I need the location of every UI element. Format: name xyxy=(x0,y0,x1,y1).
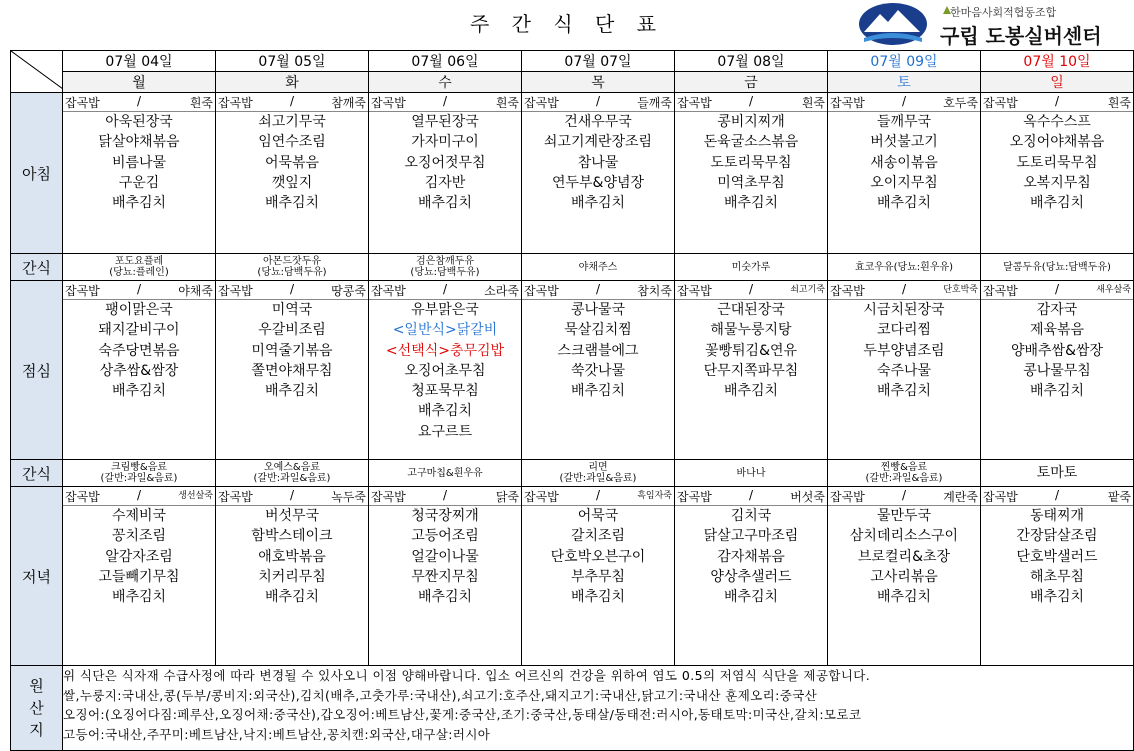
separator: / xyxy=(901,282,907,296)
menu-item: 꽁치조림 xyxy=(111,528,167,545)
separator: / xyxy=(136,282,142,296)
rice-label: 잡곡밥 xyxy=(983,96,1018,110)
menu-item: 도토리묵무침 xyxy=(710,154,792,171)
lunch-cell xyxy=(675,281,828,460)
rice-label: 잡곡밥 xyxy=(65,96,100,110)
snack-line: 아몬드잣두유 xyxy=(263,256,321,267)
porridge-label: 닭죽 xyxy=(495,490,519,504)
rice-porridge-header xyxy=(675,281,827,300)
separator: / xyxy=(748,94,754,108)
menu-item: 쇠고기계란장조림 xyxy=(543,134,653,151)
snack-line: 미숫가루 xyxy=(731,261,771,273)
porridge-label: 소라죽 xyxy=(484,284,519,298)
lunch-cell xyxy=(522,281,675,460)
menu-item: 단호박샐러드 xyxy=(1016,548,1098,565)
breakfast-cell xyxy=(522,93,675,254)
menu-item: 옥수수스프 xyxy=(1023,114,1091,130)
separator: / xyxy=(1054,282,1060,296)
dinner-cell xyxy=(675,487,828,666)
menu-item: <선택식>충무김밥 xyxy=(385,342,505,359)
menu-item: 배추김치 xyxy=(570,383,626,400)
menu-item: 근대된장국 xyxy=(717,302,785,318)
rice-label: 잡곡밥 xyxy=(677,96,712,110)
rice-porridge-header xyxy=(216,487,368,506)
separator: / xyxy=(136,94,142,108)
menu-item: 새송이볶음 xyxy=(870,154,938,171)
date-5: 07월 09일 xyxy=(828,51,981,72)
menu-item: 부추무침 xyxy=(570,568,626,585)
rice-label: 잡곡밥 xyxy=(524,490,559,504)
origin-label-char: 원 xyxy=(29,677,44,695)
snack-line: 오예스&음료 xyxy=(263,462,321,473)
menu-item: 콩나물국 xyxy=(570,302,626,318)
menu-item: 배추김치 xyxy=(111,195,167,212)
dinner-cell xyxy=(828,487,981,666)
snack-line: 리면 xyxy=(588,462,608,473)
porridge-label: 팥죽 xyxy=(1107,490,1131,504)
separator: / xyxy=(1054,94,1060,108)
menu-item: 배추김치 xyxy=(1029,589,1085,606)
menu-item: 제육볶음 xyxy=(1029,322,1085,339)
menu-item: 임연수조림 xyxy=(258,134,326,151)
lunch-cell xyxy=(63,281,216,460)
logo-title: 구립 도봉실버센터 xyxy=(940,24,1102,48)
porridge-label: 땅콩죽 xyxy=(331,284,366,298)
menu-item: 미역초무침 xyxy=(717,174,785,191)
rice-label: 잡곡밥 xyxy=(65,490,100,504)
menu-item: 배추김치 xyxy=(1029,195,1085,212)
menu-item: 어묵국 xyxy=(577,508,619,524)
menu-item: 단무지쪽파무침 xyxy=(703,362,799,379)
snack1-cell xyxy=(828,254,981,281)
menu-item: 닭살야채볶음 xyxy=(98,134,180,151)
rice-label: 잡곡밥 xyxy=(371,490,406,504)
breakfast-cell xyxy=(675,93,828,254)
rice-label: 잡곡밥 xyxy=(983,284,1018,298)
rice-label: 잡곡밥 xyxy=(983,490,1018,504)
menu-item: 우갈비조림 xyxy=(258,322,326,339)
dinner-cell xyxy=(981,487,1134,666)
breakfast-cell xyxy=(369,93,522,254)
weekday-4: 금 xyxy=(675,72,828,93)
logo xyxy=(858,2,1128,46)
rice-label: 잡곡밥 xyxy=(218,284,253,298)
rice-porridge-header xyxy=(522,93,674,112)
rice-porridge-header xyxy=(369,487,521,506)
menu-item: 간장닭살조림 xyxy=(1016,528,1098,545)
menu-item: 건새우무국 xyxy=(564,114,632,130)
menu-item: 들깨무국 xyxy=(876,114,932,130)
rice-porridge-header xyxy=(522,487,674,506)
menu-item: <일반식>닭갈비 xyxy=(392,322,498,339)
rice-label: 잡곡밥 xyxy=(524,96,559,110)
snack-line: 달콤두유(당뇨:담백두유) xyxy=(1003,261,1111,273)
origin-label-char: 지 xyxy=(29,721,44,739)
rice-porridge-header xyxy=(63,487,215,506)
corner-cell xyxy=(11,51,63,93)
lunch-cell xyxy=(981,281,1134,460)
menu-item: 배추김치 xyxy=(570,195,626,212)
snack-line: 토마토 xyxy=(1036,464,1078,481)
origin-line: 쌀,누룽지:국내산,콩(두부/콩비지:외국산),김치(배추,고춧가루:국내산),쇠고기:호주산,돼지고기:국내산,닭고기:국내산 훈제오리:중국산 xyxy=(63,687,818,703)
snack-line: (당뇨:담백두유) xyxy=(410,267,480,278)
rice-label: 잡곡밥 xyxy=(830,284,865,298)
origin-label xyxy=(11,666,63,751)
menu-item: 깻잎지 xyxy=(271,174,313,191)
rice-label: 잡곡밥 xyxy=(218,96,253,110)
rice-label: 잡곡밥 xyxy=(677,490,712,504)
weekly-menu-table xyxy=(10,50,1134,751)
menu-item: 배추김치 xyxy=(264,589,320,606)
lunch-cell xyxy=(216,281,369,460)
porridge-label: 호두죽 xyxy=(943,96,978,110)
menu-item: 구운김 xyxy=(118,174,160,191)
menu-item: 삼치데리소스구이 xyxy=(849,528,959,545)
separator: / xyxy=(748,282,754,296)
menu-item: 미역줄기볶음 xyxy=(251,342,333,359)
menu-item: 콩나물무침 xyxy=(1023,362,1091,379)
menu-item: 단호박오븐구이 xyxy=(550,548,646,565)
separator: / xyxy=(595,488,601,502)
separator: / xyxy=(1054,488,1060,502)
menu-item: 고등어조림 xyxy=(411,528,479,545)
porridge-label: 녹두죽 xyxy=(331,490,366,504)
menu-item: 닭살고구마조림 xyxy=(703,528,799,545)
menu-item: 물만두국 xyxy=(876,508,932,524)
menu-item: 청국장찌개 xyxy=(411,508,479,524)
menu-item: 꽃빵튀김&연유 xyxy=(704,342,798,359)
lunch-label: 점심 xyxy=(11,281,63,460)
snack-line: (갈반:과일&음료) xyxy=(559,473,637,484)
rice-label: 잡곡밥 xyxy=(371,96,406,110)
menu-item: 수제비국 xyxy=(111,508,167,524)
origin-line: 위 식단은 식자재 수급사정에 따라 변경될 수 있사오니 이점 양해바랍니다. 입소 어르신의 건강을 위하여 염도 0.5의 저염식 식단을 제공합니다. xyxy=(63,668,871,683)
rice-porridge-header xyxy=(369,281,521,300)
dinner-cell xyxy=(216,487,369,666)
menu-item: 김자반 xyxy=(424,174,466,191)
menu-item: 오징어초무침 xyxy=(404,362,486,379)
porridge-label: 들깨죽 xyxy=(637,96,672,110)
rice-label: 잡곡밥 xyxy=(830,490,865,504)
breakfast-cell xyxy=(216,93,369,254)
snack2-cell xyxy=(675,460,828,487)
lunch-cell xyxy=(369,281,522,460)
menu-item: 애호박볶음 xyxy=(258,548,326,565)
date-1: 07월 05일 xyxy=(216,51,369,72)
menu-item: 배추김치 xyxy=(876,195,932,212)
porridge-label: 참치죽 xyxy=(637,284,672,298)
snack2-cell xyxy=(216,460,369,487)
menu-item: 버섯무국 xyxy=(264,508,320,524)
origin-label-char: 산 xyxy=(29,699,44,717)
menu-item: 알감자조림 xyxy=(105,548,173,565)
dinner-label: 저녁 xyxy=(11,487,63,666)
breakfast-cell xyxy=(828,93,981,254)
menu-item: 비름나물 xyxy=(111,154,167,171)
menu-item: 쫄면야채무침 xyxy=(251,362,333,379)
snack1-cell xyxy=(675,254,828,281)
menu-item: 고들빼기무침 xyxy=(98,568,180,585)
separator: / xyxy=(136,488,142,502)
date-3: 07월 07일 xyxy=(522,51,675,72)
snack1-cell xyxy=(369,254,522,281)
origin-notice xyxy=(63,666,1134,751)
porridge-label: 흰죽 xyxy=(189,96,213,110)
breakfast-cell xyxy=(981,93,1134,254)
rice-porridge-header xyxy=(63,93,215,112)
separator: / xyxy=(442,282,448,296)
dinner-cell xyxy=(369,487,522,666)
rice-porridge-header xyxy=(63,281,215,300)
rice-label: 잡곡밥 xyxy=(677,284,712,298)
menu-item: 해초무침 xyxy=(1029,568,1085,585)
menu-item: 배추김치 xyxy=(417,589,473,606)
snack-line: (당뇨:플레인) xyxy=(109,267,169,278)
menu-item: 스크램블에그 xyxy=(557,342,639,359)
menu-item: 숙주당면볶음 xyxy=(98,342,180,359)
snack1-cell xyxy=(522,254,675,281)
snack1-cell xyxy=(63,254,216,281)
menu-item: 도토리묵무침 xyxy=(1016,154,1098,171)
dinner-cell xyxy=(522,487,675,666)
snack-line: 야채주스 xyxy=(578,261,618,273)
date-4: 07월 08일 xyxy=(675,51,828,72)
menu-item: 유부맑은국 xyxy=(411,302,479,318)
menu-item: 쑥갓나물 xyxy=(570,362,626,379)
porridge-label: 참깨죽 xyxy=(331,96,366,110)
porridge-label: 생선살죽 xyxy=(178,491,213,501)
rice-porridge-header xyxy=(675,93,827,112)
date-6: 07월 10일 xyxy=(981,51,1134,72)
weekday-3: 목 xyxy=(522,72,675,93)
menu-item: 배추김치 xyxy=(723,383,779,400)
menu-item: 가자미구이 xyxy=(411,134,479,151)
menu-item: 돈육굴소스볶음 xyxy=(703,134,799,151)
rice-porridge-header xyxy=(675,487,827,506)
rice-label: 잡곡밥 xyxy=(371,284,406,298)
snack2-cell xyxy=(981,460,1134,487)
date-0: 07월 04일 xyxy=(63,51,216,72)
snack-line: (갈반:과일&음료) xyxy=(100,473,178,484)
menu-item: 양배추쌈&쌈장 xyxy=(1010,342,1104,359)
snack-line: 포도요플레 xyxy=(114,256,164,267)
snack1-cell xyxy=(981,254,1134,281)
menu-item: 상추쌈&쌈장 xyxy=(99,362,179,379)
rice-label: 잡곡밥 xyxy=(524,284,559,298)
menu-item: 쇠고기무국 xyxy=(258,114,326,130)
porridge-label: 흑임자죽 xyxy=(637,491,672,501)
menu-item: 숙주나물 xyxy=(876,362,932,379)
porridge-label: 계란죽 xyxy=(943,490,978,504)
origin-line: 오징어:(오징어다짐:페루산,오징어채:중국산),갑오징어:베트남산,꽃게:중국산,조기:중국산,동태살/동태전:러시아,동태토막:미국산,갈치:모로코 xyxy=(63,707,862,722)
menu-item: 치커리무침 xyxy=(258,568,326,585)
menu-item: 양상추샐러드 xyxy=(710,568,792,585)
menu-item: 함박스테이크 xyxy=(251,528,333,545)
menu-item: 오징어젓무침 xyxy=(404,154,486,171)
menu-item: 코다리찜 xyxy=(876,322,932,339)
menu-item: 동태찌개 xyxy=(1029,508,1085,524)
rice-label: 잡곡밥 xyxy=(218,490,253,504)
menu-item: 묵살김치찜 xyxy=(564,322,632,339)
menu-item: 배추김치 xyxy=(876,383,932,400)
menu-item: 요구르트 xyxy=(417,423,473,440)
snack-line: 바나나 xyxy=(736,467,766,479)
page-title: 주 간 식 단 표 xyxy=(469,12,665,36)
menu-item: 배추김치 xyxy=(264,195,320,212)
menu-item: 오징어야채볶음 xyxy=(1009,134,1105,151)
breakfast-label: 아침 xyxy=(11,93,63,254)
porridge-label: 단호박죽 xyxy=(943,285,978,295)
menu-item: 배추김치 xyxy=(417,403,473,420)
snack2-cell xyxy=(828,460,981,487)
menu-item: 버섯불고기 xyxy=(870,134,938,151)
weekday-5: 토 xyxy=(828,72,981,93)
menu-item: 청포묵무침 xyxy=(411,383,479,400)
date-2: 07월 06일 xyxy=(369,51,522,72)
menu-item: 배추김치 xyxy=(1029,383,1085,400)
separator: / xyxy=(901,488,907,502)
menu-item: 감자국 xyxy=(1036,302,1078,318)
rice-porridge-header xyxy=(828,93,980,112)
porridge-label: 버섯죽 xyxy=(790,490,825,504)
menu-item: 오복지무침 xyxy=(1023,174,1091,191)
menu-item: 배추김치 xyxy=(723,195,779,212)
snack-line: 찐빵&음료 xyxy=(880,462,928,473)
rice-porridge-header xyxy=(369,93,521,112)
menu-item: 팽이맑은국 xyxy=(105,302,173,318)
separator: / xyxy=(289,488,295,502)
porridge-label: 쇠고기죽 xyxy=(790,285,825,295)
menu-item: 감자채볶음 xyxy=(717,548,785,565)
separator: / xyxy=(289,282,295,296)
menu-item: 아욱된장국 xyxy=(105,114,173,130)
menu-item: 두부양념조림 xyxy=(863,342,945,359)
menu-item: 어묵볶음 xyxy=(264,154,320,171)
snack1-cell xyxy=(216,254,369,281)
lunch-cell xyxy=(828,281,981,460)
menu-item: 열무된장국 xyxy=(411,114,479,130)
snack-line: (갈반:과일&음료) xyxy=(253,473,331,484)
rice-porridge-header xyxy=(522,281,674,300)
rice-porridge-header xyxy=(981,93,1133,112)
menu-item: 해물누룽지탕 xyxy=(710,322,792,339)
snack-line: 크림빵&음료 xyxy=(110,462,168,473)
snack-line: 고구마칩&흰우유 xyxy=(407,467,483,479)
snack-line: (당뇨:담백두유) xyxy=(257,267,327,278)
separator: / xyxy=(442,488,448,502)
snack2-cell xyxy=(522,460,675,487)
rice-porridge-header xyxy=(216,281,368,300)
rice-porridge-header xyxy=(216,93,368,112)
menu-item: 갈치조림 xyxy=(570,528,626,545)
menu-item: 김치국 xyxy=(730,508,772,524)
separator: / xyxy=(442,94,448,108)
origin-line: 고등어:국내산,주꾸미:베트남산,낙지:베트남산,꽁치캔:외국산,대구살:러시아 xyxy=(63,726,491,742)
menu-item: 고사리볶음 xyxy=(870,568,938,585)
porridge-label: 새우살죽 xyxy=(1096,285,1131,295)
menu-item: 브로컬리&초장 xyxy=(857,548,951,565)
breakfast-cell xyxy=(63,93,216,254)
weekday-0: 월 xyxy=(63,72,216,93)
menu-item: 오이지무침 xyxy=(870,174,938,191)
porridge-label: 야채죽 xyxy=(178,284,213,298)
menu-item: 콩비지찌개 xyxy=(717,114,785,130)
menu-item: 무짠지무침 xyxy=(411,568,479,585)
menu-item: 배추김치 xyxy=(111,589,167,606)
rice-porridge-header xyxy=(828,487,980,506)
menu-item: 배추김치 xyxy=(876,589,932,606)
rice-porridge-header xyxy=(828,281,980,300)
menu-item: 시금치된장국 xyxy=(863,302,945,318)
separator: / xyxy=(748,488,754,502)
snack-line: 효코우유(당뇨:흰우유) xyxy=(854,261,954,273)
menu-item: 얼갈이나물 xyxy=(411,548,479,565)
porridge-label: 흰죽 xyxy=(1107,96,1131,110)
rice-porridge-header xyxy=(981,281,1133,300)
separator: / xyxy=(901,94,907,108)
separator: / xyxy=(289,94,295,108)
porridge-label: 흰죽 xyxy=(495,96,519,110)
porridge-label: 흰죽 xyxy=(801,96,825,110)
dinner-cell xyxy=(63,487,216,666)
weekday-2: 수 xyxy=(369,72,522,93)
menu-item: 연두부&양념장 xyxy=(551,174,645,191)
separator: / xyxy=(595,94,601,108)
snack2-cell xyxy=(369,460,522,487)
menu-item: 배추김치 xyxy=(723,589,779,606)
snack-line: (갈반:과일&음료) xyxy=(865,473,943,484)
diagonal-divider xyxy=(11,51,63,89)
menu-item: 배추김치 xyxy=(111,383,167,400)
separator: / xyxy=(595,282,601,296)
snack2-cell xyxy=(63,460,216,487)
menu-item: 배추김치 xyxy=(570,589,626,606)
weekday-6: 일 xyxy=(981,72,1134,93)
logo-subtitle: 한마음사회적협동조합 xyxy=(950,6,1057,19)
rice-label: 잡곡밥 xyxy=(830,96,865,110)
snack-line: 검은참깨두유 xyxy=(416,256,474,267)
weekday-1: 화 xyxy=(216,72,369,93)
menu-item: 미역국 xyxy=(271,302,313,318)
menu-item: 돼지갈비구이 xyxy=(98,322,180,339)
rice-porridge-header xyxy=(981,487,1133,506)
rice-label: 잡곡밥 xyxy=(65,284,100,298)
menu-item: 배추김치 xyxy=(264,383,320,400)
menu-item: 참나물 xyxy=(577,154,619,171)
mountain-logo-icon xyxy=(858,2,928,46)
menu-item: 배추김치 xyxy=(417,195,473,212)
snack1-label: 간식 xyxy=(11,254,63,281)
snack2-label: 간식 xyxy=(11,460,63,487)
